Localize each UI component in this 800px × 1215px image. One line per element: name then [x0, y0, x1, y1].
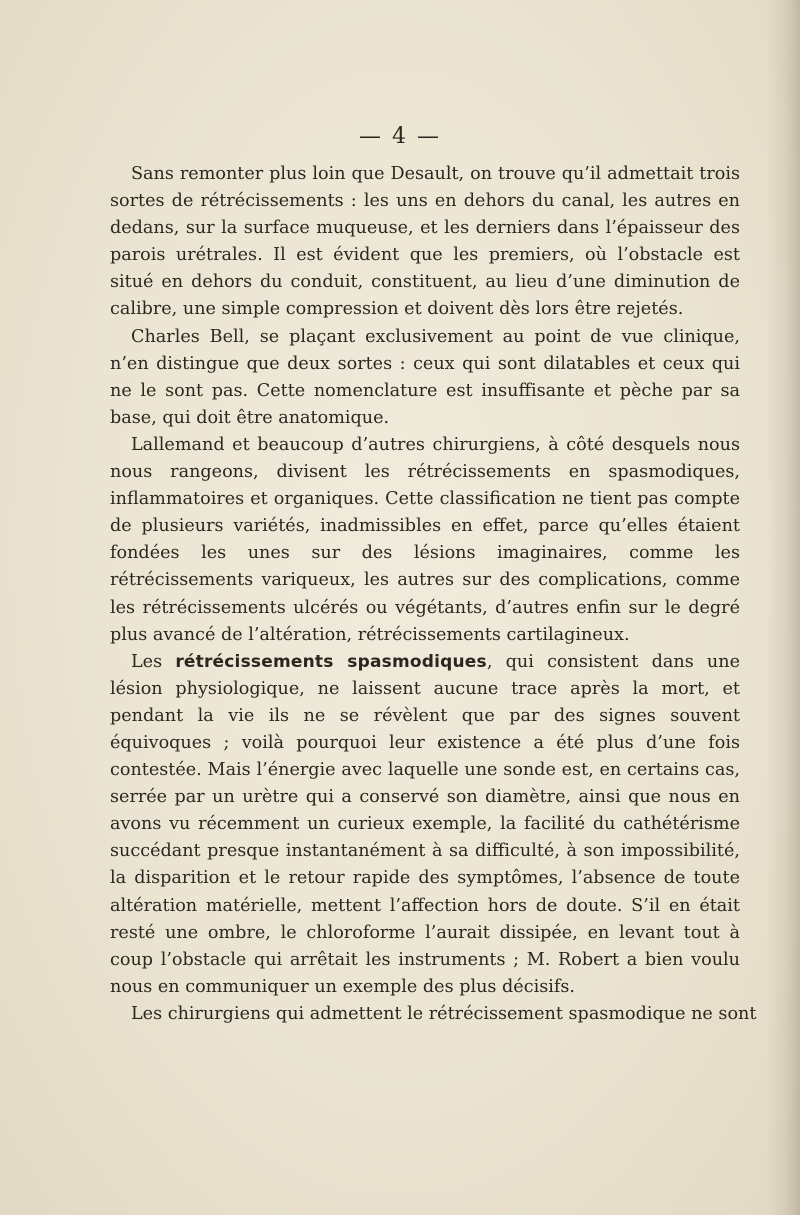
paragraph-rest: , qui consistent dans une lésion physiologique, ne laissent aucune trace après la mort, et pendant la vie ils ne se révèlent que par des signes souvent équivoques ; voilà pourquoi leur existence a été plus d’une fois contestée. Mais l’énergie avec laquelle une sonde est, en certains cas, serrée par un urètre qui a conservé son diamètre, ainsi que nous en avons vu récemment un curieux exemple, la facilité du cathétérisme succédant presque instantanément à sa difficulté, à son impossibilité, la disparition et le retour rapide des symptômes, l’absence de toute altération matérielle, mettent l’affection hors de doute. S’il en était resté une ombre, le chloroforme l’aurait dissipée, en levant tout à coup l’obstacle qui arrêtait les instruments ; M. Robert a bien voulu nous en communiquer un exemple des plus décisifs.	[110, 651, 741, 997]
page-number: — 4 —	[359, 124, 441, 149]
page-edge-shadow	[766, 0, 800, 1215]
paragraph-desault: Sans remonter plus loin que Desault, on trouve qu’il admettait trois sortes de rétrécissements : les uns en dehors du canal, les autres en dedans, sur la surface muqueuse, et les derniers dans l’épaisseur des parois urétrales. Il est évident que les premiers, où l’obstacle est situé en dehors du conduit, constituent, au lieu d’une diminution de calibre, une simple compression et doivent dès lors être rejetés.	[110, 164, 740, 320]
paragraph-lallemand: Lallemand et beaucoup d’autres chirurgiens, à côté desquels nous nous rangeons, divisent les rétrécissements en spasmodiques, inflammatoires et organiques. Cette classification ne tient pas compte de plusieurs variétés, inadmissibles en effet, parce qu’elles étaient fondées les unes sur des lésions imaginaires, comme les rétrécissements variqueux, les autres sur des complications, comme les rétrécissements ulcérés ou végétants, d’autres enfin sur le degré plus avancé de l’altération, rétrécissements cartilagineux.	[110, 434, 740, 645]
body-text	[110, 161, 757, 1028]
paragraph-charles-bell: Charles Bell, se plaçant exclusivement au point de vue clinique, n’en distingue que deux sortes : ceux qui sont dilatables et ceux qui ne le sont pas. Cette nomenclature est insuffisante et pèche par sa base, qui doit être anatomique.	[110, 326, 740, 428]
paragraph-lead: Les	[131, 651, 176, 672]
bold-term: rétrécissements spasmodiques	[175, 651, 487, 672]
paragraph-spasmodiques	[110, 649, 740, 1001]
paragraph-continuation: Les chirurgiens qui admettent le rétrécissement spasmodique ne sont	[131, 1003, 757, 1024]
